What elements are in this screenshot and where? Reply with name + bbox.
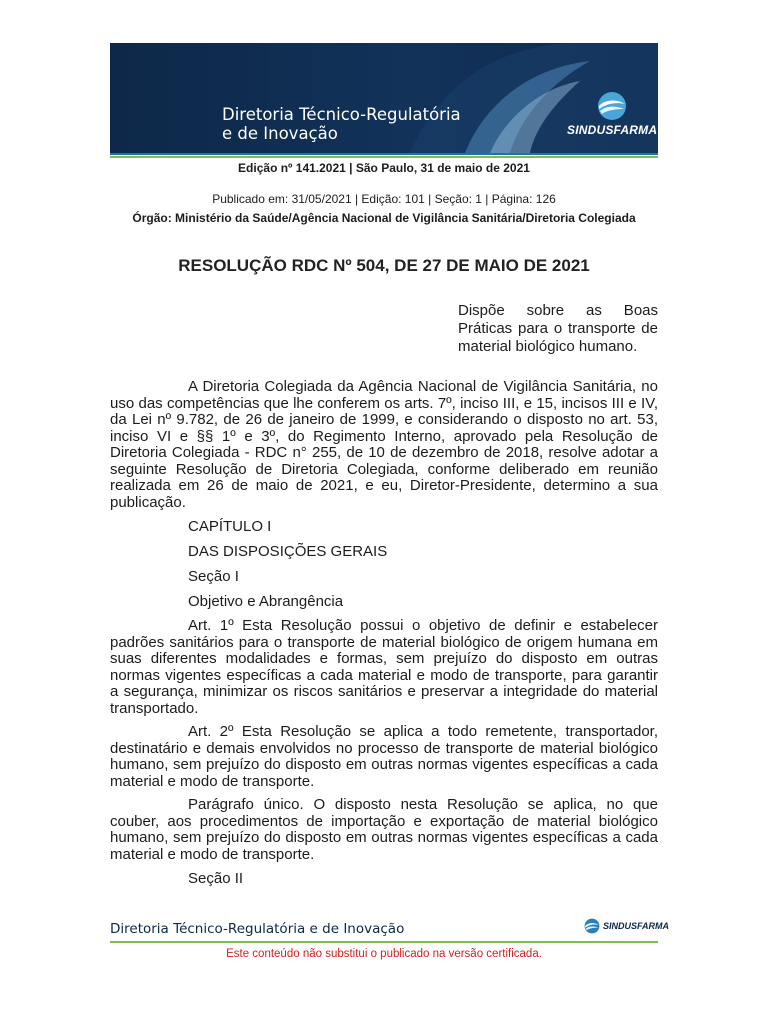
footer-title: Diretoria Técnico-Regulatória e de Inovação <box>110 921 405 937</box>
footer-divider <box>110 941 658 943</box>
logo-text: SINDUSFARMA <box>567 123 658 137</box>
article-1: Art. 1º Esta Resolução possui o objetivo de definir e estabelecer padrões sanitários para o transporte de material biológico de origem humana em suas diferentes modalidades e formas, sem prejuízo do disposto em outras normas vigentes específicas a cada material e modo de transporte, para garantir a segurança, minimizar os riscos sanitários e preservar a integridade do material transportado. <box>110 617 658 717</box>
publication-info: Publicado em: 31/05/2021 | Edição: 101 | Seção: 1 | Página: 126 <box>212 192 556 206</box>
sole-paragraph: Parágrafo único. O disposto nesta Resolução se aplica, no que couber, aos procedimentos de importação e exportação de material biológico humano, sem prejuízo do disposto em outras normas vigentes específicas a cada material e modo de transporte. <box>110 796 658 863</box>
header-banner <box>110 43 658 153</box>
header-title-line1: Diretoria Técnico-Regulatória <box>222 105 461 124</box>
article-2: Art. 2º Esta Resolução se aplica a todo remetente, transportador, destinatário e demais envolvidos no processo de transporte de material biológico humano, sem prejuízo do disposto em outras normas vigentes específicas a cada material e modo de transporte. <box>110 723 658 790</box>
edition-line: Edição nº 141.2021 | São Paulo, 31 de maio de 2021 <box>238 161 530 175</box>
sindusfarma-logo <box>567 91 657 139</box>
document-body <box>110 379 658 895</box>
ementa: Dispõe sobre as Boas Práticas para o transporte de material biológico humano. <box>458 302 658 355</box>
header-title <box>222 105 461 143</box>
header-stripes <box>110 153 658 159</box>
header-title-line2: e de Inovação <box>222 124 338 143</box>
footer-logo <box>583 917 670 937</box>
footer-logo-text: SINDUSFARMA <box>603 921 670 931</box>
section-title: Objetivo e Abrangência <box>188 593 344 610</box>
disclaimer: Este conteúdo não substitui o publicado na versão certificada. <box>226 948 542 960</box>
chapter-heading: CAPÍTULO I <box>188 518 272 535</box>
sindusfarma-logo-icon <box>595 91 629 121</box>
footer-logo-icon <box>583 917 601 935</box>
orgao-line: Órgão: Ministério da Saúde/Agência Nacional de Vigilância Sanitária/Diretoria Colegiada <box>132 211 636 225</box>
document-title: RESOLUÇÃO RDC Nº 504, DE 27 DE MAIO DE 2021 <box>178 256 590 275</box>
section-2-heading: Seção II <box>188 870 244 887</box>
section-heading: Seção I <box>188 568 239 585</box>
preamble-paragraph: A Diretoria Colegiada da Agência Nacional de Vigilância Sanitária, no uso das competências que lhe conferem os arts. 7º, inciso III, e 15, incisos III e IV, da Lei nº 9.782, de 26 de janeiro de 1999, e considerando o disposto no art. 53, inciso VI e §§ 1º e 3º, do Regimento Interno, aprovado pela Resolução de Diretoria Colegiada - RDC n° 255, de 10 de dezembro de 2018, resolve adotar a seguinte Resolução de Diretoria Colegiada, conforme deliberado em reunião realizada em 26 de maio de 2021, e eu, Diretor-Presidente, determino a sua publicação. <box>110 378 658 511</box>
chapter-title: DAS DISPOSIÇÕES GERAIS <box>188 543 388 560</box>
